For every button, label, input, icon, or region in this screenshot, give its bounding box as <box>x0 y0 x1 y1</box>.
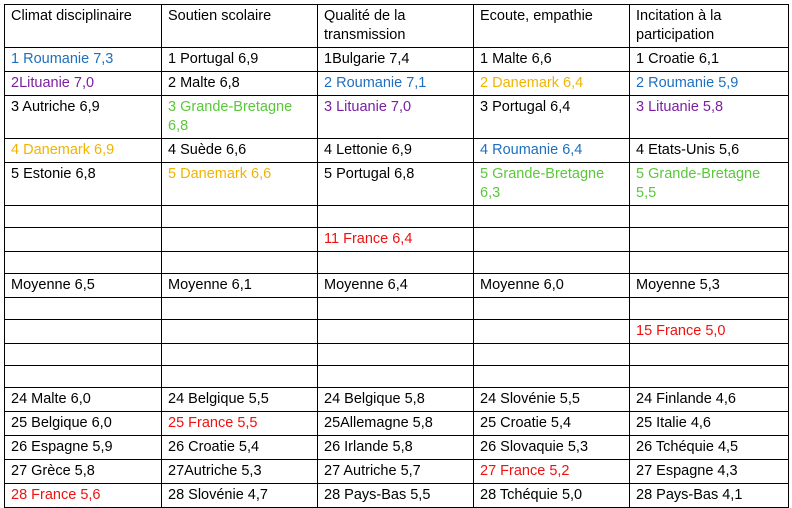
table-cell <box>162 206 318 228</box>
table-cell: 25 Italie 4,6 <box>630 412 789 436</box>
table-row <box>5 366 789 388</box>
table-row <box>5 206 789 228</box>
table-cell <box>5 206 162 228</box>
table-cell: 2 Roumanie 7,1 <box>318 72 474 96</box>
table-cell <box>318 344 474 366</box>
table-cell <box>318 298 474 320</box>
table-cell: 2 Malte 6,8 <box>162 72 318 96</box>
table-cell: 26 Tchéquie 4,5 <box>630 436 789 460</box>
table-cell: 25Allemagne 5,8 <box>318 412 474 436</box>
table-cell <box>5 252 162 274</box>
table-row <box>5 412 789 436</box>
table-cell: 27 Grèce 5,8 <box>5 460 162 484</box>
table-row <box>5 344 789 366</box>
table-row <box>5 274 789 298</box>
table-cell: 27 France 5,2 <box>474 460 630 484</box>
table-cell: 5 Portugal 6,8 <box>318 163 474 206</box>
table-cell: 1 Roumanie 7,3 <box>5 48 162 72</box>
table-row <box>5 228 789 252</box>
table-cell: Moyenne 6,0 <box>474 274 630 298</box>
table-row <box>5 484 789 508</box>
table-cell: 26 Irlande 5,8 <box>318 436 474 460</box>
table-cell <box>630 206 789 228</box>
table-cell: 3 Autriche 6,9 <box>5 96 162 139</box>
table-cell: 25 Croatie 5,4 <box>474 412 630 436</box>
table-cell <box>474 320 630 344</box>
table-cell: 26 Espagne 5,9 <box>5 436 162 460</box>
header-soutien-scolaire: Soutien scolaire <box>162 5 318 48</box>
table-cell: 3 Portugal 6,4 <box>474 96 630 139</box>
table-cell: Moyenne 6,4 <box>318 274 474 298</box>
table-cell: 26 Croatie 5,4 <box>162 436 318 460</box>
table-cell <box>5 320 162 344</box>
table-cell: 27Autriche 5,3 <box>162 460 318 484</box>
table-cell: 5 Danemark 6,6 <box>162 163 318 206</box>
table-cell: 15 France 5,0 <box>630 320 789 344</box>
table-cell <box>630 344 789 366</box>
table-cell: 1 Croatie 6,1 <box>630 48 789 72</box>
table-cell: 2Lituanie 7,0 <box>5 72 162 96</box>
table-cell: 27 Espagne 4,3 <box>630 460 789 484</box>
table-cell <box>162 366 318 388</box>
table-body <box>5 48 789 508</box>
table-cell <box>318 252 474 274</box>
table-cell: 4 Suède 6,6 <box>162 139 318 163</box>
ranking-table-container <box>4 4 792 508</box>
table-cell: 25 Belgique 6,0 <box>5 412 162 436</box>
table-cell <box>474 344 630 366</box>
table-cell: 24 Belgique 5,8 <box>318 388 474 412</box>
table-cell: 28 Pays-Bas 4,1 <box>630 484 789 508</box>
table-cell: Moyenne 6,5 <box>5 274 162 298</box>
table-cell: 3 Grande-Bretagne 6,8 <box>162 96 318 139</box>
table-cell <box>474 252 630 274</box>
table-cell: 1 Portugal 6,9 <box>162 48 318 72</box>
table-cell <box>630 366 789 388</box>
table-cell: Moyenne 5,3 <box>630 274 789 298</box>
table-cell <box>162 320 318 344</box>
table-cell: 11 France 6,4 <box>318 228 474 252</box>
table-cell: 28 Tchéquie 5,0 <box>474 484 630 508</box>
table-cell <box>474 366 630 388</box>
table-row <box>5 436 789 460</box>
table-row <box>5 96 789 139</box>
ranking-table <box>4 4 789 508</box>
table-cell: Moyenne 6,1 <box>162 274 318 298</box>
table-row <box>5 139 789 163</box>
table-cell <box>5 366 162 388</box>
table-row <box>5 320 789 344</box>
table-cell <box>318 366 474 388</box>
table-cell: 24 Finlande 4,6 <box>630 388 789 412</box>
table-cell: 4 Lettonie 6,9 <box>318 139 474 163</box>
table-cell: 26 Slovaquie 5,3 <box>474 436 630 460</box>
table-cell <box>318 320 474 344</box>
table-cell <box>162 298 318 320</box>
table-row <box>5 72 789 96</box>
header-incitation-participation: Incitation à la participation <box>630 5 789 48</box>
table-cell: 5 Estonie 6,8 <box>5 163 162 206</box>
table-cell: 4 Danemark 6,9 <box>5 139 162 163</box>
table-cell: 5 Grande-Bretagne 5,5 <box>630 163 789 206</box>
table-header <box>5 5 789 48</box>
table-cell: 5 Grande-Bretagne 6,3 <box>474 163 630 206</box>
table-row <box>5 388 789 412</box>
table-row <box>5 163 789 206</box>
table-cell: 1Bulgarie 7,4 <box>318 48 474 72</box>
table-cell <box>630 252 789 274</box>
table-row <box>5 460 789 484</box>
table-cell: 3 Lituanie 7,0 <box>318 96 474 139</box>
table-cell: 28 Pays-Bas 5,5 <box>318 484 474 508</box>
table-cell: 25 France 5,5 <box>162 412 318 436</box>
table-cell: 28 Slovénie 4,7 <box>162 484 318 508</box>
table-cell <box>630 228 789 252</box>
table-cell: 24 Malte 6,0 <box>5 388 162 412</box>
table-row <box>5 48 789 72</box>
table-cell <box>474 206 630 228</box>
table-cell: 24 Belgique 5,5 <box>162 388 318 412</box>
table-row <box>5 252 789 274</box>
table-cell <box>162 252 318 274</box>
table-cell <box>318 206 474 228</box>
table-cell <box>162 228 318 252</box>
table-cell <box>5 228 162 252</box>
table-cell <box>474 228 630 252</box>
table-cell <box>474 298 630 320</box>
table-cell: 2 Danemark 6,4 <box>474 72 630 96</box>
table-cell <box>630 298 789 320</box>
table-cell <box>5 298 162 320</box>
table-cell: 4 Roumanie 6,4 <box>474 139 630 163</box>
table-row <box>5 298 789 320</box>
table-cell: 3 Lituanie 5,8 <box>630 96 789 139</box>
header-ecoute-empathie: Ecoute, empathie <box>474 5 630 48</box>
table-cell <box>162 344 318 366</box>
header-row <box>5 5 789 48</box>
table-cell: 4 Etats-Unis 5,6 <box>630 139 789 163</box>
table-cell: 28 France 5,6 <box>5 484 162 508</box>
table-cell: 2 Roumanie 5,9 <box>630 72 789 96</box>
table-cell <box>5 344 162 366</box>
table-cell: 1 Malte 6,6 <box>474 48 630 72</box>
header-climat-disciplinaire: Climat disciplinaire <box>5 5 162 48</box>
header-qualite-transmission: Qualité de la transmission <box>318 5 474 48</box>
table-cell: 24 Slovénie 5,5 <box>474 388 630 412</box>
table-cell: 27 Autriche 5,7 <box>318 460 474 484</box>
